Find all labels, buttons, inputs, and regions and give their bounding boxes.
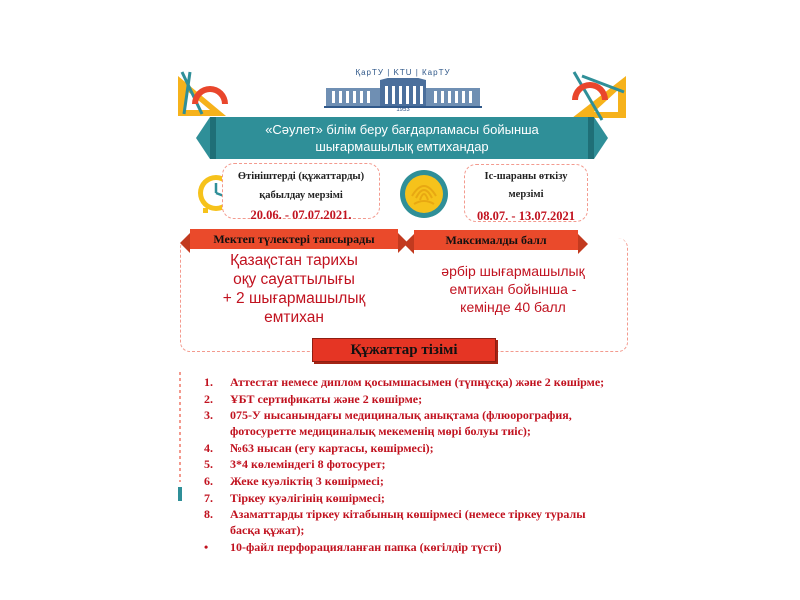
event-dates-box [464,164,588,222]
list-item: 6. Жеке куәліктің 3 көшірмесі; [204,473,384,488]
subjects-text [200,251,388,327]
compass-ruler-icon [568,70,630,122]
page-subtitle: шығармашылық емтихандар [315,139,489,154]
compass-ruler-icon [176,70,231,118]
fingerprint-icon [398,168,450,220]
applications-dates: 20.06. - 07.07.2021. [250,208,352,222]
score-line: емтихан бойынша - [449,281,577,297]
list-item: 3. 075-У нысанындағы медициналық анықтама (флюорография, фотосуретте медициналық мекеменің мөрі болуы тиіс); [204,408,572,438]
decorative-divider [179,372,181,482]
documents-ribbon: Құжаттар тізімі [312,338,496,362]
event-label: Іс-шараны өткізу [484,171,568,182]
score-line: әрбір шығармашылық [441,263,585,279]
max-score-ribbon: Максималды балл [414,230,578,250]
score-line: кемінде 40 балл [460,299,566,315]
applications-label-2: қабылдау мерзімі [259,190,343,201]
list-item: 8. Азаматтарды тіркеу кітабының көшірмесі (немесе тіркеу туралы басқа құжат); [204,507,586,537]
event-label-2: мерзімі [508,189,544,200]
event-dates: 08.07. - 13.07.2021 [477,209,575,223]
university-building-icon [324,78,482,108]
subject-line: оқу сауаттылығы [233,271,355,288]
decorative-marker [178,487,182,501]
title-banner [210,117,594,159]
page-title: «Сәулет» білім беру бағдарламасы бойынша [265,122,539,137]
assignments-ribbon: Мектеп түлектері тапсырады [190,229,398,249]
list-item: 2. ҰБТ сертификаты және 2 көшірме; [204,391,423,406]
logo-year: 1953 [396,107,410,113]
applications-label: Өтініштерді (құжаттарды) [237,171,365,182]
logo-text: ҚарТУ | KTU | КарТУ [355,68,451,77]
subject-line: Қазақстан тарихы [230,252,358,269]
score-text [418,262,608,316]
university-logo [318,68,488,120]
list-item: 5. 3*4 көлеміндегі 8 фотосурет; [204,457,386,472]
list-item: 1. Аттестат немесе диплом қосымшасымен (түпнұсқа) және 2 көшірме; [204,375,605,389]
documents-list [200,375,610,556]
subject-line: емтихан [264,309,324,326]
list-item: 4. №63 нысан (егу картасы, көшірмесі); [204,440,434,455]
list-item: • 10-файл перфорацияланған папка (көгілдір түсті) [204,539,502,554]
subject-line: + 2 шығармашылық [222,290,366,307]
list-item: 7. Тіркеу куәлігінің көшірмесі; [204,490,385,505]
applications-deadline-box [222,163,380,222]
